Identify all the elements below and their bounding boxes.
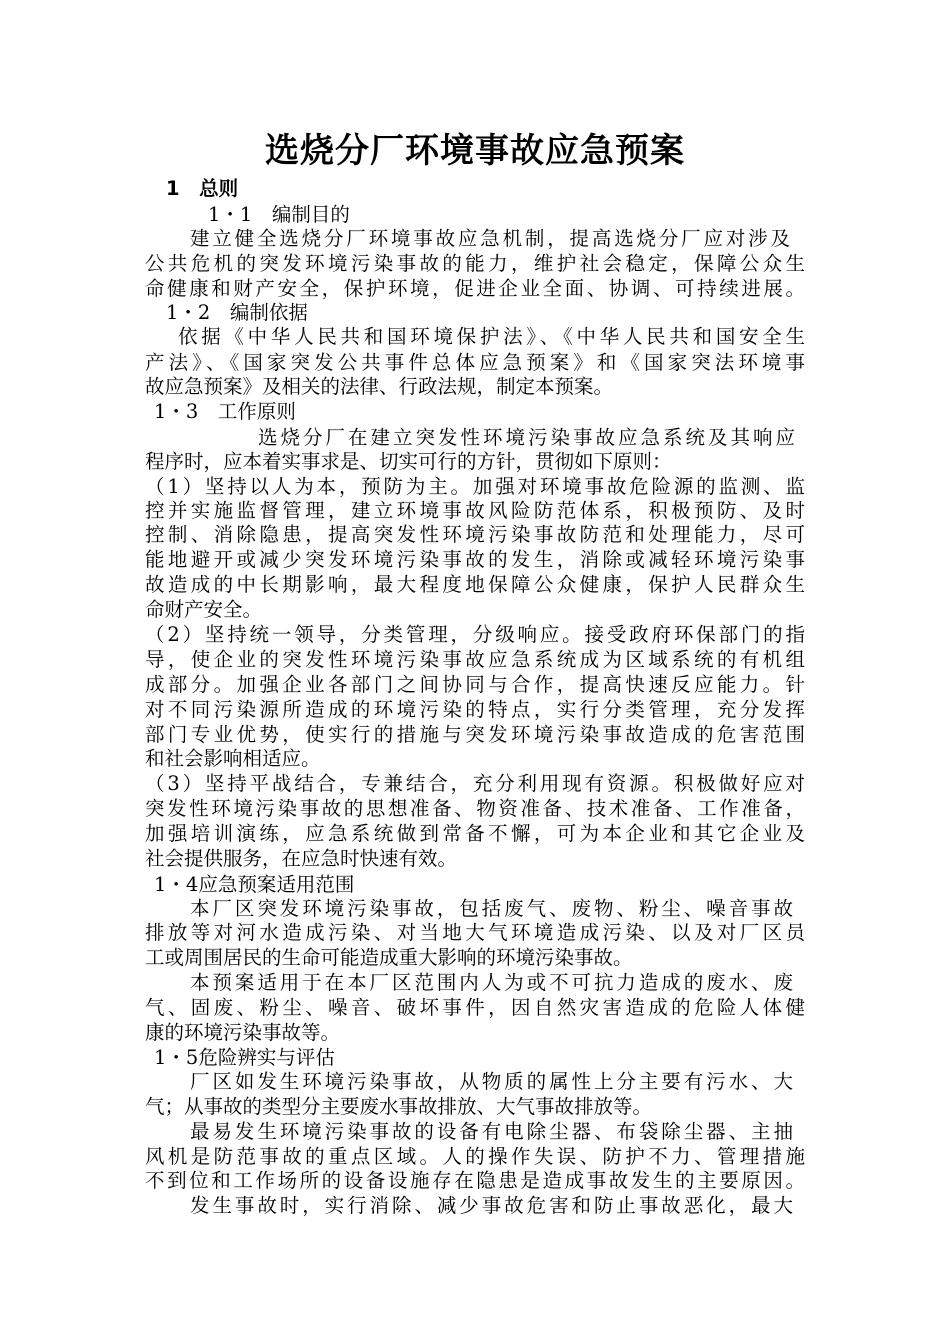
paragraph-line: 导，使企业的突发性环境污染事故应急系统成为区域系统的有机组 xyxy=(145,648,805,671)
paragraph-line: 公共危机的突发环境污染事故的能力，维护社会稳定，保障公众生 xyxy=(145,252,805,275)
paragraph-line: 控并实施监督管理，建立环境事故风险防范体系，积极预防、及时 xyxy=(145,499,805,522)
paragraph-line: 风机是防范事故的重点区域。人的操作失误、防护不力、管理措施 xyxy=(145,1145,805,1168)
paragraph-line: 部门专业优势，使实行的措施与突发环境污染事故造成的危害范围 xyxy=(145,723,805,746)
paragraph-line: 产法》、《国家突发公共事件总体应急预案》和《国家突法环境事 xyxy=(145,351,805,374)
paragraph-line: 本预案适用于在本厂区范围内人为或不可抗力造成的废水、废 xyxy=(190,971,793,994)
paragraph-line: 本厂区突发环境污染事故，包括废气、废物、粉尘、噪音事故 xyxy=(190,897,793,920)
paragraph-line: 命财产安全。 xyxy=(145,598,263,621)
paragraph-line: 排放等对河水造成污染、对当地大气环境造成污染、以及对厂区员 xyxy=(145,921,805,944)
document-title: 选烧分厂环境事故应急预案 xyxy=(265,131,685,171)
paragraph-line: 工或周围居民的生命可能造成重大影响的环境污染事故。 xyxy=(145,946,633,969)
paragraph-line: 加强培训演练，应急系统做到常备不懈，可为本企业和其它企业及 xyxy=(145,822,805,845)
paragraph-line: 康的环境污染事故等。 xyxy=(145,1021,341,1044)
subsection-heading-principles: 1・3 工作原则 xyxy=(154,400,296,423)
paragraph-line: 成部分。加强企业各部门之间协同与合作，提高快速反应能力。针 xyxy=(145,673,805,696)
paragraph-line: （3）坚持平战结合，专兼结合，充分利用现有资源。积极做好应对 xyxy=(145,772,805,795)
paragraph-line: 故应急预案》及相关的法律、行政法规，制定本预案。 xyxy=(145,375,614,398)
paragraph-line: 厂区如发生环境污染事故，从物质的属性上分主要有污水、大 xyxy=(190,1070,793,1093)
subsection-heading-purpose: 1・1 编制目的 xyxy=(208,203,350,226)
paragraph-line: 和社会影响相适应。 xyxy=(145,747,321,770)
subsection-heading-scope: 1・4应急预案适用范围 xyxy=(154,873,355,896)
paragraph-line: 发生事故时，实行消除、减少事故危害和防止事故恶化，最大 xyxy=(190,1194,793,1217)
paragraph-line: 对不同污染源所造成的环境污染的特点，实行分类管理，充分发挥 xyxy=(145,698,805,721)
paragraph-line: 故造成的中长期影响，最大程度地保障公众健康，保护人民群众生 xyxy=(145,573,805,596)
paragraph-line: 社会提供服务，在应急时快速有效。 xyxy=(145,847,458,870)
paragraph-line: 能地避开或减少突发环境污染事故的发生，消除或减轻环境污染事 xyxy=(145,548,805,571)
paragraph-line: 突发性环境污染事故的思想准备、物资准备、技术准备、工作准备， xyxy=(145,797,805,820)
subsection-heading-basis: 1・2 编制依据 xyxy=(166,301,308,324)
paragraph-line: 程序时，应本着实事求是、切实可行的方针，贯彻如下原则： xyxy=(145,450,672,473)
paragraph-line: 不到位和工作场所的设备设施存在隐患是造成事故发生的主要原因。 xyxy=(145,1169,805,1192)
paragraph-line: 控制、消除隐患，提高突发性环境污染事故防范和处理能力，尽可 xyxy=(145,523,805,546)
subsection-heading-risk: 1・5危险辨实与评估 xyxy=(154,1046,335,1069)
section-heading-general: 1 总则 xyxy=(166,177,239,200)
paragraph-line: 最易发生环境污染事故的设备有电除尘器、布袋除尘器、主抽 xyxy=(190,1120,793,1143)
paragraph-line: （2）坚持统一领导，分类管理，分级响应。接受政府环保部门的指 xyxy=(145,623,805,646)
paragraph-line: 建立健全选烧分厂环境事故应急机制，提高选烧分厂应对涉及 xyxy=(190,227,790,250)
paragraph-line: （1）坚持以人为本，预防为主。加强对环境事故危险源的监测、监 xyxy=(145,475,805,498)
paragraph-line: 气、固废、粉尘、噪音、破坏事件，因自然灾害造成的危险人体健 xyxy=(145,996,805,1019)
paragraph-line: 依据《中华人民共和国环境保护法》、《中华人民共和国安全生 xyxy=(178,325,805,348)
paragraph-line: 气；从事故的类型分主要废水事故排放、大气事故排放等。 xyxy=(145,1095,653,1118)
paragraph-line: 选烧分厂在建立突发性环境污染事故应急系统及其响应 xyxy=(258,426,795,449)
paragraph-line: 命健康和财产安全，保护环境，促进企业全面、协调、可持续进展。 xyxy=(145,277,805,300)
